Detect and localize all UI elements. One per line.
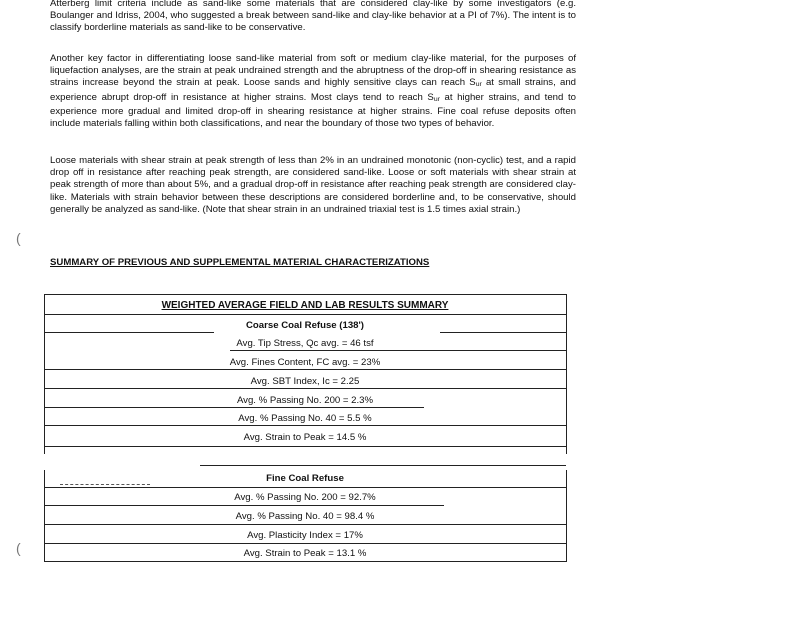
- scan-punch-mark-lower: (: [16, 540, 21, 556]
- subscript-ur-1: ur: [475, 81, 482, 89]
- table-right-border-lower: [566, 470, 567, 562]
- paragraph-2-text-c: at higher strains, and tend to experience more gradual and limited drop-off in shearing resistance at higher strains. Fine coal refuse deposits often include materials falling within both classifications, and near the boundary of those two types of behavior.: [50, 91, 576, 130]
- row-rule: [44, 425, 566, 426]
- fine-row-passing-40: Avg. % Passing No. 40 = 98.4 %: [235, 511, 375, 522]
- table-bottom-border: [44, 561, 566, 562]
- fine-row-plasticity-index: Avg. Plasticity Index = 17%: [247, 530, 363, 541]
- table-left-border-upper: [44, 294, 45, 454]
- scan-punch-mark-upper: (: [16, 230, 21, 246]
- section-heading: SUMMARY OF PREVIOUS AND SUPPLEMENTAL MATERIAL CHARACTERIZATIONS: [50, 257, 430, 268]
- row-rule: [44, 388, 566, 389]
- row-rule: [44, 524, 566, 525]
- paragraph-2-text-a: Another key factor in differentiating loose sand-like material from soft or medium clay-like material, for the purposes of liquefaction analyses, are the strain at peak undrained strength and the abruptness of the drop-off in shearing resistance as strains increase beyond the strain at peak. Loose sands and highly sensitive clays can reach S: [50, 53, 576, 89]
- row-rule: [230, 350, 566, 351]
- table-right-border-upper: [566, 294, 567, 454]
- row-rule: [44, 332, 214, 333]
- coarse-row-strain-to-peak: Avg. Strain to Peak = 14.5 %: [243, 432, 367, 443]
- coarse-row-passing-40: Avg. % Passing No. 40 = 5.5 %: [238, 413, 372, 424]
- row-rule: [44, 446, 566, 447]
- coarse-refuse-heading: Coarse Coal Refuse (138'): [246, 320, 364, 331]
- subscript-ur-2: ur: [433, 95, 440, 103]
- paragraph-atterberg: Atterberg limit criteria include as sand-like some materials that are considered clay-like by some investigators (e.g. Boulanger and Idriss, 2004, who suggested a break between sand-like and clay-like behavior at a PI of 7%). The intent is to classify borderline materials as sand-like to be conservative.: [50, 0, 576, 34]
- coarse-row-passing-200: Avg. % Passing No. 200 = 2.3%: [236, 395, 374, 406]
- table-title: WEIGHTED AVERAGE FIELD AND LAB RESULTS SUMMARY: [161, 300, 449, 311]
- row-rule: [44, 487, 566, 488]
- row-rule: [44, 543, 566, 544]
- title-underline: [44, 314, 566, 315]
- paragraph-loose-materials: Loose materials with shear strain at peak strength of less than 2% in an undrained monotonic (non-cyclic) test, and a rapid drop off in resistance after reaching peak strength, are considered sand-like. Loose or soft materials with shear strain at peak strength of more than about 5%, and a gradual drop-off in resistance after reaching peak strength are considered clay-like. Materials with strain behavior between these descriptions are considered borderline and, to be conservative, should generally be analyzed as sand-like. (Note that shear strain in an undrained triaxial test is 1.5 times axial strain.): [50, 155, 576, 215]
- row-rule: [44, 407, 424, 408]
- fine-refuse-heading: Fine Coal Refuse: [266, 473, 344, 484]
- fine-row-strain-to-peak: Avg. Strain to Peak = 13.1 %: [243, 548, 367, 559]
- table-top-border: [44, 294, 566, 295]
- fine-row-passing-200: Avg. % Passing No. 200 = 92.7%: [234, 492, 376, 503]
- coarse-row-tip-stress: Avg. Tip Stress, Qc avg. = 46 tsf: [236, 338, 374, 349]
- row-rule: [44, 505, 444, 506]
- row-rule: [200, 465, 566, 466]
- paragraph-strain-at-peak: [50, 53, 576, 130]
- row-rule: [440, 332, 566, 333]
- coarse-row-fines-content: Avg. Fines Content, FC avg. = 23%: [229, 357, 381, 368]
- faint-rule: [60, 484, 150, 485]
- paragraph-2-text-b: at small strains, and experience abrupt drop-off in resistance at higher strains. Most clays tend to reach S: [50, 77, 576, 103]
- row-rule: [44, 369, 566, 370]
- coarse-row-sbt-index: Avg. SBT Index, Ic = 2.25: [250, 376, 360, 387]
